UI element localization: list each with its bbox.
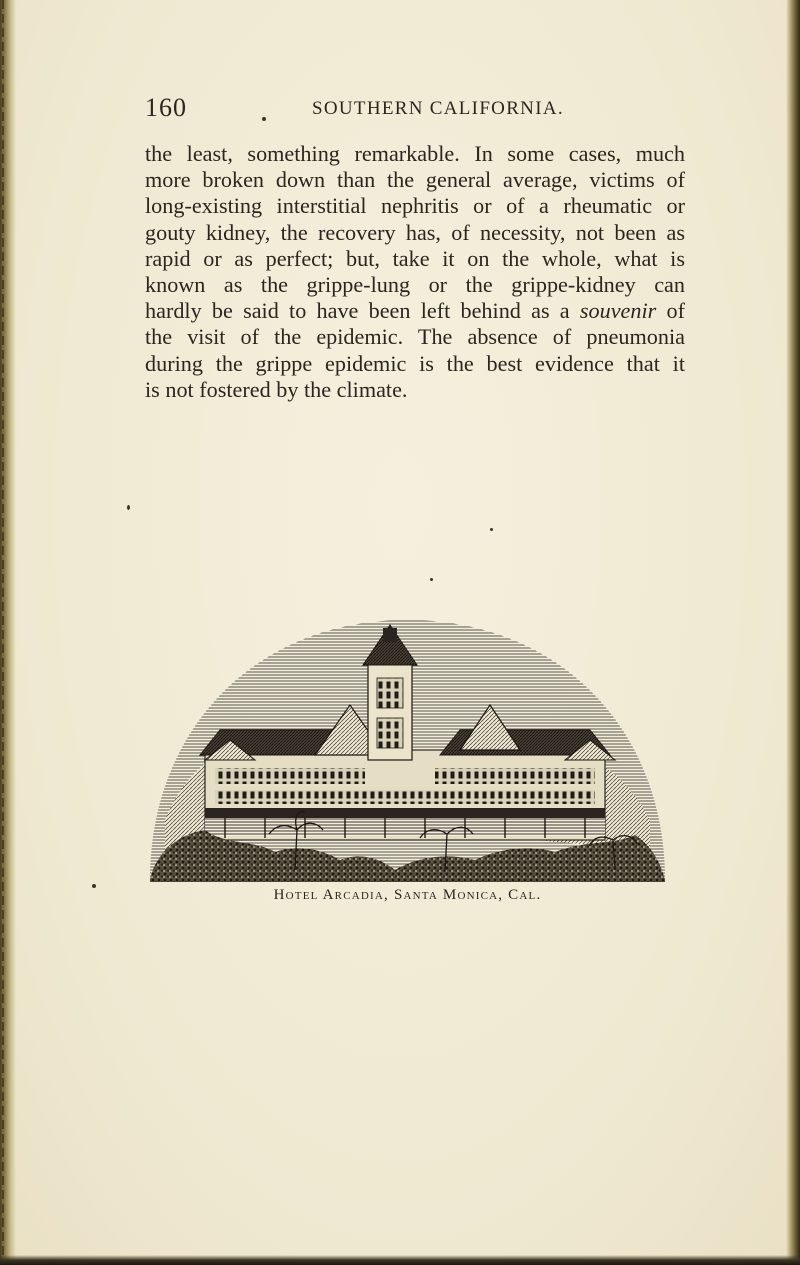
text-line: rapid or as perfect; but, take it on the whole, what is xyxy=(145,245,685,271)
right-page-edge xyxy=(786,0,800,1265)
text-line: is not fostered by the climate. xyxy=(145,376,408,402)
page-header xyxy=(145,93,665,129)
text-line: long-existing interstitial nephritis or of a rheumatic or xyxy=(145,193,685,219)
italic-word: souvenir xyxy=(579,298,657,324)
illustration-caption: Hotel Arcadia, Santa Monica, Cal. xyxy=(273,887,542,903)
text-line: more broken down than the general average, victims of xyxy=(145,167,685,193)
left-binding-edge xyxy=(0,0,16,1265)
hotel-engraving-illustration xyxy=(145,590,670,885)
ink-speck xyxy=(430,578,433,581)
page-number: 160 xyxy=(145,93,187,122)
ink-speck xyxy=(92,884,96,888)
running-head: SOUTHERN CALIFORNIA. xyxy=(312,98,564,119)
text-line-with-italic xyxy=(145,298,685,324)
text-line: known as the grippe-lung or the grippe-kidney can xyxy=(145,271,685,297)
text-line: the visit of the epidemic. The absence of pneumonia xyxy=(145,324,685,350)
text-line: the least, something remarkable. In some cases, much xyxy=(145,141,685,166)
text-segment: of xyxy=(666,298,686,324)
ink-speck xyxy=(262,117,266,121)
body-paragraph xyxy=(145,141,685,403)
bottom-page-edge xyxy=(0,1255,800,1265)
ink-speck xyxy=(127,505,130,510)
ink-speck xyxy=(490,528,493,531)
text-segment: hardly be said to have been left behind as a xyxy=(145,298,570,324)
text-line: during the grippe epidemic is the best evidence that it xyxy=(145,350,685,376)
text-line: gouty kidney, the recovery has, of necessity, not been as xyxy=(145,219,685,245)
